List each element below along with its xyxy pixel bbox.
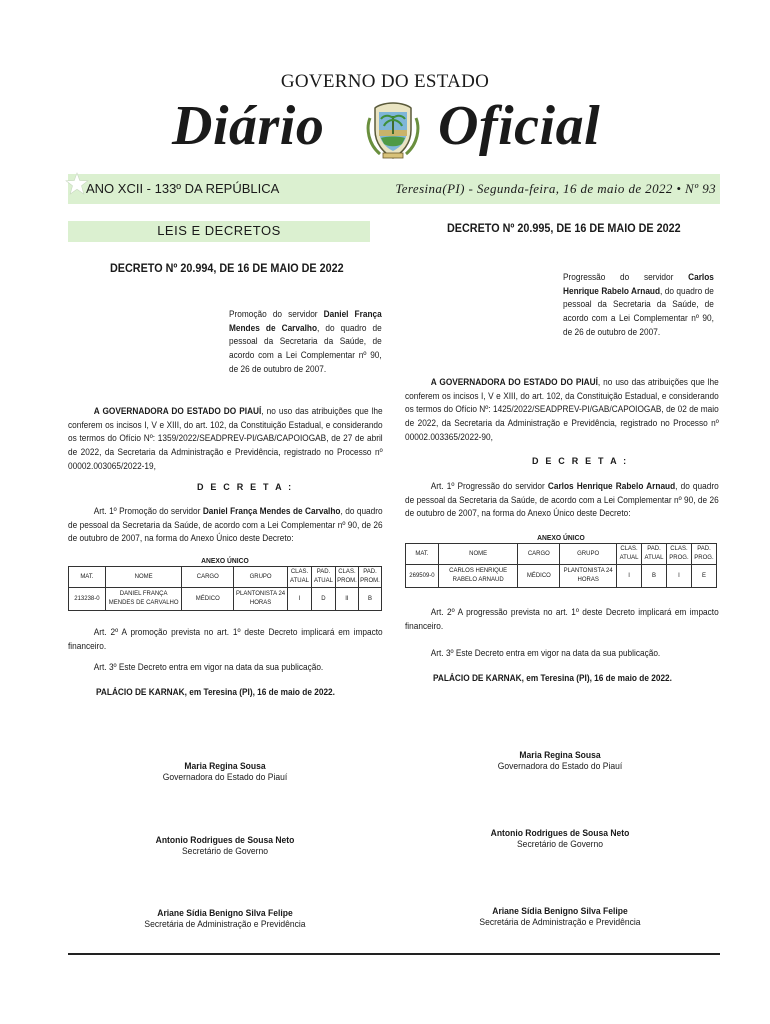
decree1-title: DECRETO Nº 20.994, DE 16 DE MAIO DE 2022 <box>110 261 344 275</box>
signatory-role: Governadora do Estado do Piauí <box>497 761 623 772</box>
signatory-name: Ariane Sídia Benigno Silva Felipe <box>492 906 628 917</box>
table-cell: E <box>691 565 716 588</box>
table-header-cell: NOME <box>438 544 518 565</box>
table-header-cell: CARGO <box>518 544 560 565</box>
table-cell: I <box>666 565 691 588</box>
dateline: Teresina(PI) - Segunda-feira, 16 de maio de 2022 • Nº 93 <box>395 181 716 196</box>
decree2-article-1 <box>405 480 719 521</box>
table-header-cell: CLAS. ATUAL <box>617 544 642 565</box>
decree2-preamble-text: , no uso das atribuições que lhe conferem os incisos I, V e XIII, do art. 102, da Constituição Estadual, e considerando os termos do Ofício Nº: 1425/2022/SEADPREV-PI/GAB/CAPOIOGAB, de 02 de maio de 2022, da Secretaria da Administração e Previdência, registrado no Processo nº 00002.003365/2022-90, <box>405 377 719 442</box>
signatory-role: Secretário de Governo <box>516 839 604 850</box>
section-title: LEIS E DECRETOS <box>157 223 281 238</box>
table-header-cell: PAD. PROG. <box>691 544 716 565</box>
signatory-role: Secretária de Administração e Previdência <box>144 919 306 930</box>
decree2-closing: PALÁCIO DE KARNAK, em Teresina (PI), 16 de maio de 2022. <box>433 673 672 683</box>
table-cell: MÉDICO <box>518 565 560 588</box>
table-header-cell: CLAS. PROM. <box>335 567 358 588</box>
decree1-art1-post: , do quadro de pessoal da Secretaria da Saúde, de acordo com a Lei Complementar nº 90, de 26 de outubro de 2007, na forma do Anexo Único deste Decreto: <box>68 506 383 544</box>
decree2-preamble <box>405 376 719 445</box>
decree1-art1-name: Daniel França Mendes de Carvalho <box>202 506 341 516</box>
masthead-title-right: Oficial <box>438 95 601 157</box>
decree1-article-1 <box>68 505 383 546</box>
decree1-preamble <box>68 405 383 474</box>
decree2-signature-2 <box>415 828 705 850</box>
decree1-summary-pre: Promoção do servidor <box>229 309 324 319</box>
table-cell: PLANTONISTA 24 HORAS <box>560 565 617 588</box>
table-header-cell: PAD. PROM. <box>358 567 381 588</box>
decree2-article-3: Art. 3º Este Decreto entra em vigor na data da sua publicação. <box>430 648 661 658</box>
decree1-signature-2 <box>80 835 370 857</box>
signatory-role: Secretária de Administração e Previdência <box>479 917 641 928</box>
decree1-article-2: Art. 2º A promoção prevista no art. 1º deste Decreto implicará em impacto financeiro. <box>68 627 383 651</box>
table-cell: MÉDICO <box>182 588 234 611</box>
table-header-cell: PAD. ATUAL <box>311 567 335 588</box>
signatory-name: Antonio Rodrigues de Sousa Neto <box>155 835 295 846</box>
table-header-cell: MAT. <box>406 544 439 565</box>
table-header-cell: GRUPO <box>234 567 288 588</box>
decree1-art1-pre: Art. 1º Promoção do servidor <box>93 506 203 516</box>
signatory-name: Ariane Sídia Benigno Silva Felipe <box>157 908 293 919</box>
edition-number: ANO XCII - 133º DA REPÚBLICA <box>86 181 280 196</box>
decree1-annex-table <box>68 566 382 611</box>
table-cell: II <box>335 588 358 611</box>
decree2-art1-name: Carlos Henrique Rabelo Arnaud <box>547 481 676 491</box>
decree2-annex-table <box>405 543 717 588</box>
decree2-signature-1 <box>415 750 705 772</box>
table-header-cell: PAD. ATUAL <box>642 544 667 565</box>
table-row <box>69 588 382 611</box>
table-cell: PLANTONISTA 24 HORAS <box>234 588 288 611</box>
decree1-annex-title: ANEXO ÚNICO <box>201 556 249 565</box>
table-header-cell: CLAS. PROG. <box>666 544 691 565</box>
signatory-name: Maria Regina Sousa <box>519 750 601 761</box>
table-cell: I <box>288 588 312 611</box>
table-cell: B <box>642 565 667 588</box>
state-coat-of-arms-icon <box>362 100 424 162</box>
decree2-decreta: D E C R E T A : <box>532 456 629 466</box>
decree1-signature-1 <box>80 761 370 783</box>
decree1-article-3: Art. 3º Este Decreto entra em vigor na data da sua publicação. <box>93 662 324 672</box>
government-header: GOVERNO DO ESTADO <box>280 71 490 92</box>
decree2-preamble-authority: A GOVERNADORA DO ESTADO DO PIAUÍ <box>430 377 598 387</box>
table-cell: I <box>617 565 642 588</box>
table-cell: CARLOS HENRIQUE RABELO ARNAUD <box>438 565 518 588</box>
decree1-signature-3 <box>80 908 370 930</box>
table-cell: 213238-0 <box>69 588 106 611</box>
table-header-row <box>406 544 717 565</box>
decree2-art1-post: , do quadro de pessoal da Secretaria da Saúde, de acordo com a Lei Complementar nº 90, de 26 de outubro de 2007, na forma do Anexo Único deste Decreto: <box>405 481 719 519</box>
table-cell: B <box>358 588 381 611</box>
decree1-closing: PALÁCIO DE KARNAK, em Teresina (PI), 16 de maio de 2022. <box>96 687 335 697</box>
table-cell: DANIEL FRANÇA MENDES DE CARVALHO <box>105 588 182 611</box>
decree2-summary-post: , do quadro de pessoal da Secretaria da Saúde, de acordo com a Lei Complementar nº 90, de 26 de outubro de 2007. <box>563 285 714 337</box>
signatory-role: Governadora do Estado do Piauí <box>162 772 288 783</box>
table-header-cell: NOME <box>105 567 182 588</box>
decree2-article-2: Art. 2º A progressão prevista no art. 1º deste Decreto implicará em impacto financeiro. <box>405 607 719 631</box>
masthead-title-left: Diário <box>172 95 325 157</box>
decree2-summary-name: Carlos Henrique Rabelo Arnaud <box>563 272 714 296</box>
table-cell: 269509-0 <box>406 565 439 588</box>
table-header-cell: MAT. <box>69 567 106 588</box>
decree2-summary-pre: Progressão do servidor <box>563 272 689 282</box>
decree2-summary <box>563 271 714 340</box>
decree1-summary-post: , do quadro de pessoal da Secretaria da Saúde, de acordo com a Lei Complementar nº 90, de 26 de outubro de 2007. <box>229 322 382 374</box>
signatory-name: Maria Regina Sousa <box>184 761 266 772</box>
table-header-cell: CARGO <box>182 567 234 588</box>
decree1-preamble-authority: A GOVERNADORA DO ESTADO DO PIAUÍ <box>93 406 262 416</box>
table-header-cell: CLAS. ATUAL <box>288 567 312 588</box>
decree2-annex-title: ANEXO ÚNICO <box>537 533 585 542</box>
table-header-row <box>69 567 382 588</box>
bottom-divider <box>68 953 720 955</box>
table-row <box>406 565 717 588</box>
decree1-summary-name: Daniel França Mendes de Carvalho <box>229 309 382 333</box>
decree2-title: DECRETO Nº 20.995, DE 16 DE MAIO DE 2022 <box>447 221 681 235</box>
decree1-decreta: D E C R E T A : <box>197 482 294 492</box>
table-cell: D <box>311 588 335 611</box>
decree2-signature-3 <box>415 906 705 928</box>
signatory-role: Secretário de Governo <box>181 846 269 857</box>
decree1-preamble-text: , no uso das atribuições que lhe conferem os incisos I, V e XIII, do art. 102, da Constituição Estadual, e considerando os termos do Ofício Nº: 1359/2022/SEADPREV-PI/GAB/CAPOIOGAB, de 27 de abril de 2022, da Secretaria da Administração e Previdência, registrado no Processo nº 00002.003065/2022-19, <box>68 406 383 471</box>
table-header-cell: GRUPO <box>560 544 617 565</box>
decree1-summary <box>229 308 382 377</box>
signatory-name: Antonio Rodrigues de Sousa Neto <box>490 828 630 839</box>
decree2-art1-pre: Art. 1º Progressão do servidor <box>430 481 548 491</box>
